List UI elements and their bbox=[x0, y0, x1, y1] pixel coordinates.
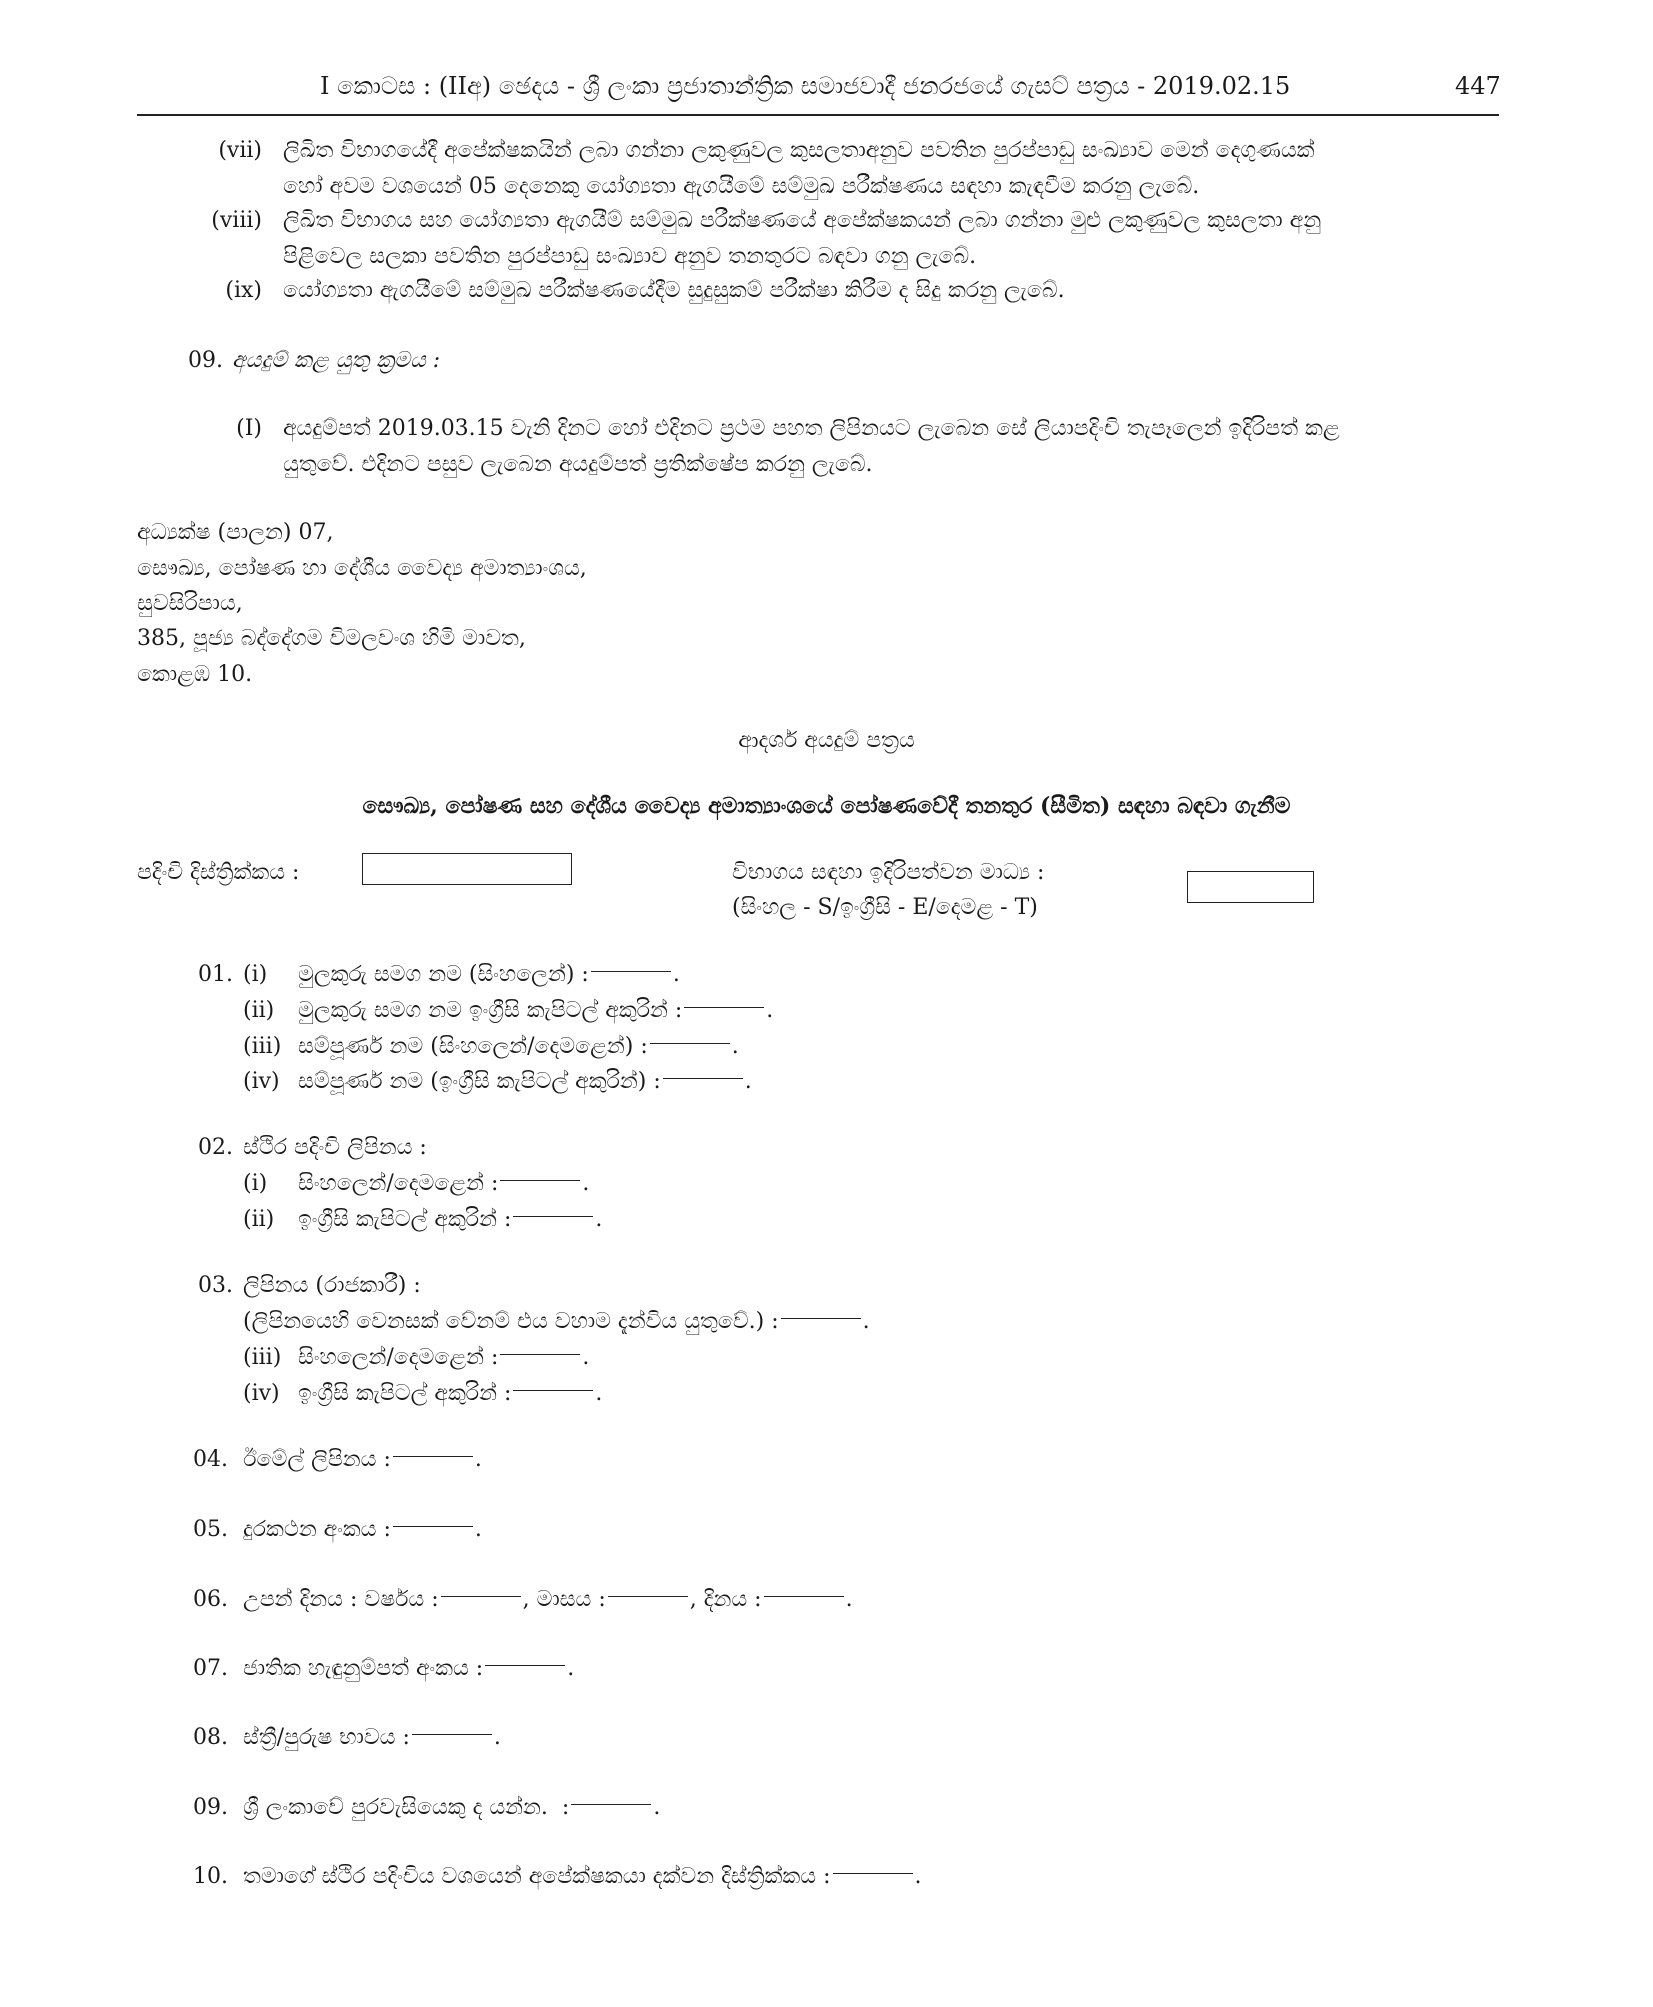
field-label: සිංහලෙන්/දෙමළෙන් bbox=[298, 1171, 484, 1196]
field-label: තමාගේ ස්ථිර පදිංචිය වශයෙන් අපේක්ෂකයා දක්වන දිස්ත්‍රික්කය bbox=[243, 1864, 817, 1889]
sub-number: (ii) bbox=[243, 998, 275, 1023]
question-number: 05. bbox=[193, 1517, 228, 1542]
answer-line[interactable] bbox=[591, 971, 671, 972]
sub-number: (i) bbox=[243, 1171, 268, 1196]
field-label: දුරකථන අංකය bbox=[243, 1517, 377, 1542]
q03-iv-row: ඉංග්‍රීසි කැපිටල් අකුරින් : . bbox=[298, 1381, 603, 1406]
field-label: ඊමේල් ලිපිනය bbox=[243, 1447, 377, 1472]
field-label: මුලකුරු සමග නම (සිංහලෙන්) bbox=[298, 962, 575, 987]
q01-ii-row: මුලකුරු සමග නම ඉංග්‍රීසි කැපිටල් අකුරින් : . bbox=[298, 998, 774, 1023]
q03-iii-row: සිංහලෙන්/දෙමළෙන් : . bbox=[298, 1345, 590, 1370]
clause-text: පිළිවෙල සලකා පවතින පුරප්පාඩු සංඛ්‍යාව අනුව තනතුරට බඳවා ගනු ලැබේ. bbox=[283, 244, 977, 269]
sub-number: (iii) bbox=[243, 1034, 282, 1059]
field-label: සිංහලෙන්/දෙමළෙන් bbox=[298, 1345, 484, 1370]
sub-number: (ii) bbox=[243, 1207, 275, 1232]
q01-iii-row: සම්පූර්ණ නම (සිංහලෙන්/දෙමළෙන්) : . bbox=[298, 1034, 739, 1059]
address-line: අධ්‍යක්ෂ (පාලන) 07, bbox=[137, 520, 334, 545]
q04-row: ඊමේල් ලිපිනය : . bbox=[243, 1447, 482, 1472]
medium-field[interactable] bbox=[1187, 871, 1314, 903]
question-number: 07. bbox=[193, 1656, 228, 1681]
q05-row: දුරකථන අංකය : . bbox=[243, 1517, 482, 1542]
form-subheading: සෞඛ්‍ය, පෝෂණ සහ දේශීය වෛද්‍ය අමාත්‍යාංශයේ පෝෂණවේදී තනතුර (සීමිත) සඳහා බඳවා ගැනීම bbox=[362, 793, 1291, 819]
field-label: සම්පූර්ණ නම (ඉංග්‍රීසි කැපිටල් අකුරින්) bbox=[298, 1069, 647, 1094]
field-label: ශ්‍රී ලංකාවේ පුරවැසියෙකු ද යන්න. bbox=[243, 1795, 548, 1820]
section-title: අයදුම් කළ යුතු ක්‍රමය : bbox=[232, 348, 441, 373]
district-field[interactable] bbox=[362, 853, 572, 885]
item-text: යුතුවේ. එදිනට පසුව ලැබෙන අයදුම්පත් ප්‍රතික්ෂේප කරනු ලැබේ. bbox=[283, 452, 873, 477]
answer-line[interactable] bbox=[663, 1078, 743, 1079]
answer-line[interactable] bbox=[513, 1390, 593, 1391]
year-answer-line[interactable] bbox=[441, 1596, 521, 1597]
question-number: 09. bbox=[193, 1795, 228, 1820]
field-label: ජාතික හැඳුනුම්පත් අංකය bbox=[243, 1656, 469, 1681]
answer-line[interactable] bbox=[513, 1216, 593, 1217]
district-answer-line[interactable] bbox=[833, 1873, 913, 1874]
question-title: ලිපිනය (රාජකාරී) : bbox=[243, 1273, 421, 1298]
clause-text: ලිඛිත විභාගය සහ යෝග්‍යතා ඇගයීම් සම්මුඛ පරීක්ෂණයේ අපේක්ෂකයන් ලබා ගන්නා මුළු ලකුණුවල කුසලතා අනු bbox=[283, 208, 1322, 233]
q02-i-row: සිංහලෙන්/දෙමළෙන් : . bbox=[298, 1171, 590, 1196]
question-title: ස්ථිර පදිංචි ලිපිනය : bbox=[243, 1135, 427, 1160]
field-label: සම්පූර්ණ නම (සිංහලෙන්/දෙමළෙන්) bbox=[298, 1034, 634, 1059]
answer-line[interactable] bbox=[684, 1007, 764, 1008]
clause-number: (vii) bbox=[218, 138, 262, 163]
nic-answer-line[interactable] bbox=[485, 1665, 565, 1666]
medium-label: විභාගය සඳහා ඉදිරිපත්වන මාධ්‍ය : bbox=[732, 860, 1045, 885]
clause-text: ලිඛිත විභාගයේදී අපේක්ෂකයින් ලබා ගන්නා ලකුණුවල කුසලතාඅනුව පවතින පුරප්පාඩු සංඛ්‍යාව මෙන් දෙගුණයක් bbox=[283, 138, 1315, 163]
section-number: 09. bbox=[188, 348, 223, 373]
gazette-header-title: I කොටස : (IIඅ) ඡෙදය - ශ්‍රී ලංකා ප්‍රජාතාන්ත්‍රික සමාජවාදී ජනරජයේ ගැසට් පත්‍රය - 2019.02.15 bbox=[320, 72, 1291, 100]
q01-i-row: මුලකුරු සමග නම (සිංහලෙන්) : . bbox=[298, 962, 680, 987]
field-label: ස්ත්‍රී/පුරුෂ භාවය bbox=[243, 1725, 396, 1750]
clause-number: (viii) bbox=[211, 208, 262, 233]
item-text: අයදුම්පත් 2019.03.15 වැනි දිනට හෝ එදිනට ප්‍රථම පහත ලිපිනයට ලැබෙන සේ ලියාපදිංචි තැපෑලෙන් ඉදිරිපත් කළ bbox=[283, 416, 1340, 441]
address-line: කොළඹ 10. bbox=[137, 662, 253, 687]
answer-line[interactable] bbox=[781, 1318, 861, 1319]
item-number: (I) bbox=[236, 416, 262, 441]
q09-row: ශ්‍රී ලංකාවේ පුරවැසියෙකු ද යන්න. : . bbox=[243, 1795, 661, 1820]
citizen-answer-line[interactable] bbox=[571, 1804, 651, 1805]
medium-options: (සිංහල - S/ඉංග්‍රීසි - E/දෙමළ - T) bbox=[732, 895, 1038, 920]
q03-note-row: (ලිපිනයෙහි වෙනසක් වේනම් එය වහාම දැන්විය යුතුවේ.) : . bbox=[243, 1309, 870, 1334]
q08-row: ස්ත්‍රී/පුරුෂ භාවය : . bbox=[243, 1725, 501, 1750]
clause-text: යෝග්‍යතා ඇගයීමේ සම්මුඛ පරීක්ෂණයේදීම සුදුසුකම් පරීක්ෂා කිරීම ද සිදු කරනු ලැබේ. bbox=[283, 278, 1065, 303]
sub-number: (i) bbox=[243, 962, 268, 987]
field-note: (ලිපිනයෙහි වෙනසක් වේනම් එය වහාම දැන්විය යුතුවේ.) bbox=[243, 1309, 765, 1334]
answer-line[interactable] bbox=[650, 1043, 730, 1044]
day-answer-line[interactable] bbox=[764, 1596, 844, 1597]
question-number: 01. bbox=[198, 962, 233, 987]
field-label: දිනය bbox=[703, 1587, 748, 1612]
field-label: ඉංග්‍රීසි කැපිටල් අකුරින් bbox=[298, 1207, 497, 1232]
q01-iv-row: සම්පූර්ණ නම (ඉංග්‍රීසි කැපිටල් අකුරින්) : . bbox=[298, 1069, 752, 1094]
field-label: මුලකුරු සමග නම ඉංග්‍රීසි කැපිටල් අකුරින් bbox=[298, 998, 668, 1023]
sub-number: (iv) bbox=[243, 1381, 280, 1406]
field-label: ඉංග්‍රීසි කැපිටල් අකුරින් bbox=[298, 1381, 497, 1406]
question-number: 04. bbox=[193, 1447, 228, 1472]
header-rule bbox=[137, 114, 1499, 116]
address-line: සුවසිරිපාය, bbox=[137, 591, 243, 616]
answer-line[interactable] bbox=[500, 1354, 580, 1355]
field-label: උපන් දිනය : වර්ෂය bbox=[243, 1587, 425, 1612]
district-label: පදිංචි දිස්ත්‍රික්කය : bbox=[137, 860, 300, 885]
address-line: 385, පූජ්‍ය බද්දේගම විමලවංශ හිමි මාවත, bbox=[137, 626, 526, 651]
question-number: 10. bbox=[193, 1864, 228, 1889]
form-heading: ආදර්ශ අයදුම් පත්‍රය bbox=[738, 728, 915, 753]
sub-number: (iii) bbox=[243, 1345, 282, 1370]
question-number: 03. bbox=[198, 1273, 233, 1298]
q02-ii-row: ඉංග්‍රීසි කැපිටල් අකුරින් : . bbox=[298, 1207, 603, 1232]
answer-line[interactable] bbox=[500, 1180, 580, 1181]
question-number: 08. bbox=[193, 1725, 228, 1750]
phone-answer-line[interactable] bbox=[393, 1526, 473, 1527]
q10-row: තමාගේ ස්ථිර පදිංචිය වශයෙන් අපේක්ෂකයා දක්වන දිස්ත්‍රික්කය : . bbox=[243, 1864, 922, 1889]
q07-row: ජාතික හැඳුනුම්පත් අංකය : . bbox=[243, 1656, 575, 1681]
clause-text: හෝ අවම වශයෙන් 05 දෙනෙකු යෝග්‍යතා ඇගයීමේ සම්මුඛ පරීක්ෂණය සඳහා කැඳවීම කරනු ලැබේ. bbox=[283, 174, 1200, 199]
question-number: 02. bbox=[198, 1135, 233, 1160]
email-answer-line[interactable] bbox=[393, 1456, 473, 1457]
address-line: සෞඛ්‍ය, පෝෂණ හා දේශීය වෛද්‍ය අමාත්‍යාංශය, bbox=[137, 556, 587, 581]
sub-number: (iv) bbox=[243, 1069, 280, 1094]
month-answer-line[interactable] bbox=[608, 1596, 688, 1597]
question-number: 06. bbox=[193, 1587, 228, 1612]
gender-answer-line[interactable] bbox=[412, 1734, 492, 1735]
page-number: 447 bbox=[1455, 72, 1501, 100]
q06-row: උපන් දිනය : වර්ෂය : , මාසය : , දිනය : . bbox=[243, 1587, 853, 1612]
field-label: මාසය bbox=[536, 1587, 592, 1612]
clause-number: (ix) bbox=[225, 278, 262, 303]
